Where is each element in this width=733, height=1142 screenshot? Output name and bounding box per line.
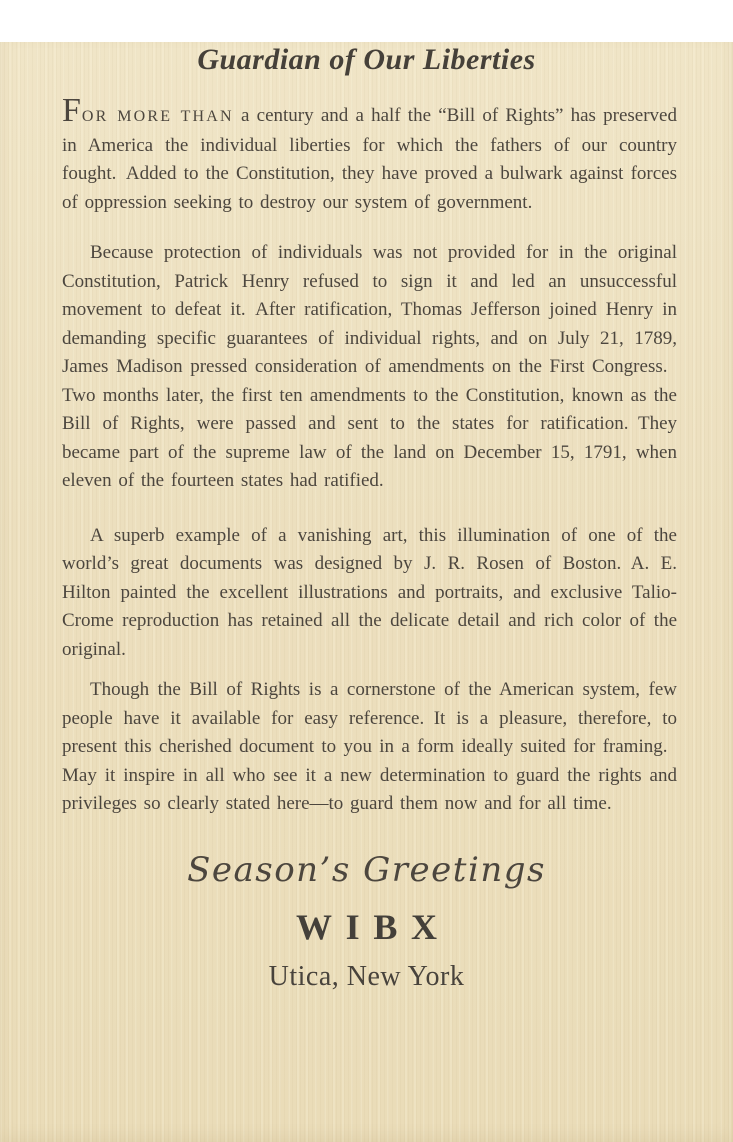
station-location: Utica, New York: [268, 960, 465, 992]
initial-capital: F: [62, 92, 82, 129]
paragraph-artwork: A superb example of a vanishing art, this illumination of one of the world’s great documents was designed by J. R. Rosen of Boston. A. E. Hilton painted the excellent illustrations and portraits, and exclusive Talio-Crome reproduction has retained all the delicate detail and rich color of the original.: [62, 524, 677, 660]
opening-text: a century and a half the “Bill of Rights” has preserved in America the individual liberties for which the fathers of our country fought. Added to the Constitution, they have proved a bulwark against forces of oppression seeking to destroy our system of government.: [62, 105, 677, 213]
paragraph-opening: [62, 92, 677, 217]
paragraph-history: Because protection of individuals was not provided for in the original Constitution, Patrick Henry refused to sign it and led an unsuccessful movement to defeat it. After ratification, Thomas Jefferson joined Henry in demanding specific guarantees of individual rights, and on July 21, 1789, James Madison pressed consideration of amendments on the First Congress. Two months later, the first ten amendments to the Constitution, known as the Bill of Rights, were passed and sent to the states for ratification. They became part of the supreme law of the land on December 15, 1791, when eleven of the fourteen states had ratified.: [62, 242, 677, 491]
page-title: Guardian of Our Liberties: [197, 43, 536, 76]
seasons-greetings-script: Season’s Greetings: [187, 849, 546, 890]
document-page: [0, 42, 733, 1142]
body-text: [62, 92, 677, 819]
paragraph-presentation: Though the Bill of Rights is a cornerstone of the American system, few people have it available for easy reference. It is a pleasure, therefore, to present this cherished document to you in a form ideally suited for framing. May it inspire in all who see it a new determination to guard the rights and privileges so clearly stated here—to guard them now and for all time.: [62, 679, 677, 814]
station-callsign: WIBX: [295, 906, 451, 947]
opening-lead-caps: OR MORE THAN: [81, 108, 234, 125]
